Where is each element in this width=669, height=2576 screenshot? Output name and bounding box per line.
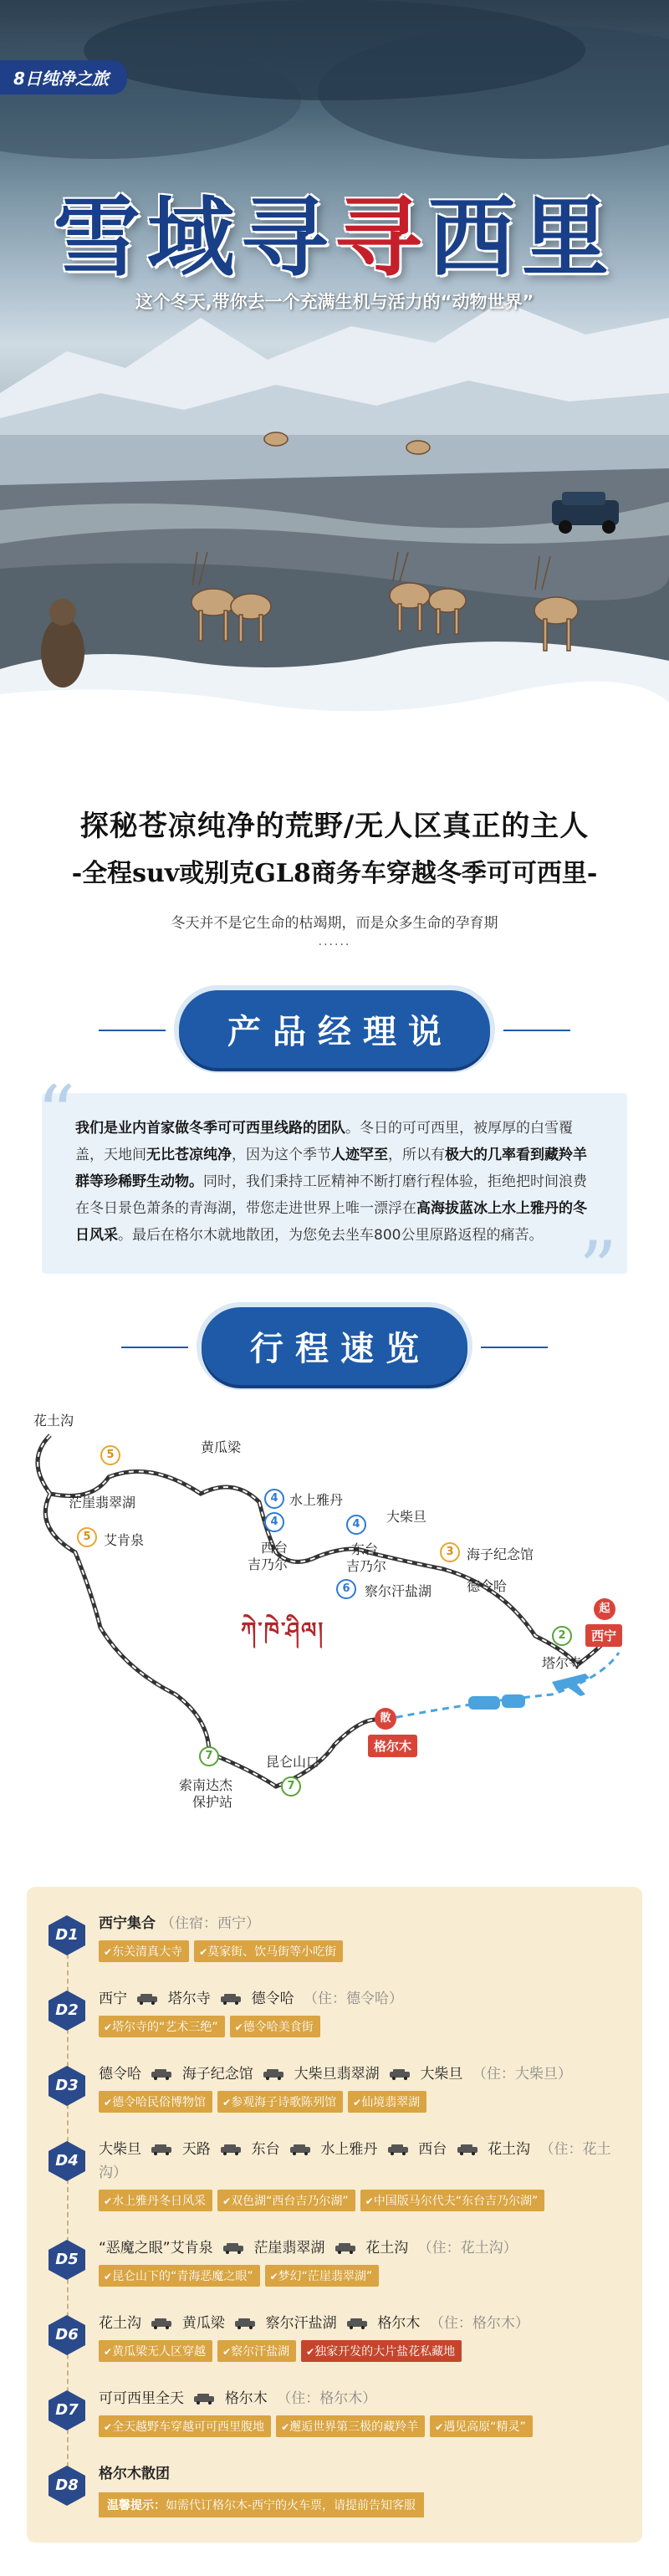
- route-map: [0, 1402, 669, 1870]
- highlight-tag: ✔ 莫家街、饮马街等小吃街: [194, 1940, 343, 1962]
- car-icon: [151, 2068, 172, 2080]
- car-icon: [220, 1993, 242, 2005]
- highlight-tag: ✔ 邂逅世界第三极的藏羚羊: [276, 2415, 425, 2437]
- car-icon: [151, 2318, 172, 2329]
- quote-text-2: ，因为这个季节: [232, 1147, 331, 1163]
- route-stop: 察尔汗盐湖: [265, 2315, 337, 2332]
- hero-title-part-3: 西里: [428, 186, 616, 289]
- map-label-dongtai: 东台: [351, 1541, 379, 1557]
- car-icon: [263, 2068, 284, 2080]
- map-label-xining: 西宁: [585, 1624, 622, 1647]
- route-stop: 格尔木: [377, 2315, 421, 2332]
- day-stay: （住：大柴旦）: [472, 2066, 572, 2083]
- manager-quote-box: [37, 1070, 627, 1313]
- map-label-geermu: 格尔木: [368, 1735, 417, 1757]
- map-marker-7a: 7: [199, 1746, 219, 1766]
- route-stop: 格尔木: [224, 2390, 268, 2407]
- route-stop: 花土沟: [365, 2240, 409, 2257]
- highlight-tag: ✔ 遇见高原“精灵”: [430, 2415, 533, 2437]
- car-icon: [222, 2242, 244, 2254]
- route-stop: 大柴旦: [420, 2066, 463, 2083]
- day-stay: （住：格尔木）: [429, 2315, 529, 2332]
- intro-ellipsis: ......: [318, 935, 351, 948]
- hero-title-part-2: 寻: [334, 186, 428, 289]
- map-marker-5a: 5: [100, 1445, 120, 1465]
- map-label-mangya: 茫崖翡翠湖: [69, 1495, 136, 1510]
- map-marker-2: 2: [552, 1626, 572, 1646]
- day-badge: D2: [45, 1989, 89, 2032]
- itinerary-card: [27, 1887, 642, 2543]
- route-stop: 花土沟: [488, 2141, 531, 2158]
- car-icon: [151, 2144, 172, 2155]
- map-marker-6: 6: [336, 1579, 356, 1599]
- itinerary-day: [45, 2062, 617, 2113]
- car-icon: [346, 2318, 368, 2329]
- route-stop: 大柴旦翡翠湖: [294, 2066, 380, 2083]
- itinerary-day: [45, 2387, 617, 2437]
- intro-section: [0, 765, 669, 965]
- car-icon: [220, 2144, 242, 2155]
- day-stay: （住：花土沟）: [99, 2141, 611, 2181]
- highlight-tag: ✔ 昆仑山下的“青海恶魔之眼”: [99, 2265, 260, 2287]
- warm-tip-text: 如需代订格尔木-西宁的火车票，请提前告知客服: [166, 2499, 416, 2512]
- quote-text-3: ，所以有: [388, 1147, 445, 1163]
- map-label-kunlun: 昆仑山口: [266, 1754, 320, 1770]
- route-stop: 可可西里全天: [99, 2390, 184, 2407]
- day-badge: D3: [45, 2064, 89, 2108]
- route-stop: 大柴旦: [99, 2141, 141, 2158]
- highlight-tag: ✔ 东关清真大寺: [99, 1940, 189, 1962]
- car-icon: [389, 2068, 411, 2080]
- map-label-suonan: 索南达杰: [179, 1777, 233, 1793]
- intro-description: 冬天并不是它生命的枯竭期，而是众多生命的孕育期: [171, 915, 498, 932]
- map-title-badge: 行程速览: [202, 1307, 467, 1385]
- trip-duration-tag: 8日纯净之旅: [0, 60, 127, 95]
- highlight-tag: ✔ 德令哈美食街: [230, 2016, 320, 2037]
- itinerary-day: [45, 1912, 617, 1962]
- day-stay: （住：德令哈）: [304, 1991, 404, 2007]
- hero-banner: [0, 0, 669, 765]
- exclusive-highlight-tag: ✔ 独家开发的大片盐花私藏地: [301, 2340, 462, 2362]
- hero-title: [0, 167, 669, 293]
- day-stay: （住：格尔木）: [277, 2390, 377, 2407]
- itinerary-day: [45, 2236, 617, 2287]
- day-badge: D7: [45, 2389, 89, 2432]
- route-stop: 水上雅丹: [320, 2141, 378, 2158]
- map-label-jinaier-west: 吉乃尔: [248, 1556, 289, 1572]
- map-end-marker: 散: [375, 1708, 396, 1730]
- car-icon: [193, 2393, 215, 2405]
- map-marker-5b: 5: [77, 1527, 97, 1547]
- car-icon: [289, 2144, 311, 2155]
- car-icon: [234, 2318, 256, 2329]
- route-stop: 西台: [418, 2141, 447, 2158]
- manager-quote-text: [75, 1115, 594, 1249]
- quote-bold-2: 无比苍凉纯净: [146, 1147, 232, 1163]
- route-stop: 天路: [181, 2141, 211, 2158]
- quote-text-1: 。冬日的可可西里，被厚厚的白雪覆盖，天地间: [75, 1120, 573, 1163]
- open-quote-icon: “: [37, 1070, 76, 1158]
- day-route: 西宁集合: [99, 1915, 156, 1932]
- itinerary-day: [45, 1987, 617, 2037]
- day-stay: （住宿：西宁）: [161, 1915, 260, 1932]
- map-label-xitai: 西台: [261, 1540, 289, 1556]
- intro-headline: 探秘苍凉纯净的荒野/无人区真正的主人: [79, 810, 590, 843]
- map-marker-4a: 4: [264, 1489, 284, 1509]
- warm-tip: [99, 2492, 424, 2517]
- highlight-tag: ✔ 德令哈民俗博物馆: [99, 2091, 212, 2113]
- intro-subheadline: -全程suv或别克GL8商务车穿越冬季可可西里-: [71, 859, 598, 888]
- map-marker-4c: 4: [346, 1515, 366, 1535]
- route-stop: 茫崖翡翠湖: [253, 2240, 325, 2257]
- highlight-tag: ✔ 察尔汗盐湖: [217, 2340, 296, 2362]
- hero-subtitle: 这个冬天,带你去一个充满生机与活力的“动物世界”: [135, 292, 534, 312]
- manager-section-heading: [0, 990, 669, 1068]
- day-stay: （住：花土沟）: [417, 2240, 518, 2257]
- map-label-haizi: 海子纪念馆: [467, 1546, 534, 1562]
- warm-tip-label: 温馨提示：: [107, 2499, 166, 2512]
- day-badge: D1: [45, 1914, 89, 1957]
- quote-text-6: 。最后在格尔木就地散团，为您免去坐车800公里原路返程的痛苦。: [118, 1227, 544, 1244]
- map-label-huatugou: 花土沟: [33, 1413, 74, 1429]
- map-marker-7b: 7: [281, 1776, 301, 1797]
- map-label-delingha: 德令哈: [467, 1578, 508, 1594]
- highlight-tag: ✔ 中国版马尔代夫“东台吉乃尔湖”: [360, 2190, 545, 2211]
- highlight-tag: ✔ 水上雅丹冬日风采: [99, 2190, 212, 2211]
- route-stop: 黄瓜梁: [181, 2315, 225, 2332]
- day-route: 格尔木散团: [99, 2466, 170, 2482]
- map-label-dachaidan: 大柴旦: [386, 1509, 427, 1525]
- quote-bold-4: 极大的几率看到藏羚羊群等珍稀野生动物。: [75, 1147, 587, 1190]
- highlight-tag: ✔ 塔尔寺的“艺术三绝”: [99, 2016, 225, 2037]
- map-label-jinaier-east: 吉乃尔: [346, 1558, 387, 1574]
- car-icon: [387, 2144, 409, 2155]
- highlight-tag: ✔ 仙境翡翠湖: [348, 2091, 426, 2113]
- route-stop: “恶魔之眼”艾肯泉: [99, 2240, 213, 2257]
- map-label-shuishang: 水上雅丹: [289, 1492, 344, 1508]
- map-label-aitequan: 艾肯泉: [104, 1532, 145, 1548]
- map-label-huanggualiang: 黄瓜梁: [201, 1439, 242, 1455]
- day-badge: D4: [45, 2139, 89, 2183]
- map-label-protection-station: 保护站: [192, 1794, 233, 1810]
- itinerary-day: [45, 2462, 617, 2517]
- itinerary-day: [45, 2138, 617, 2211]
- map-start-marker: 起: [594, 1598, 615, 1620]
- quote-bold-1: 我们是业内首家做冬季可可西里线路的团队: [75, 1120, 345, 1137]
- quote-bold-3: 人迹罕至: [331, 1147, 388, 1163]
- highlight-tag: ✔ 黄瓜梁无人区穿越: [99, 2340, 212, 2362]
- route-stop: 花土沟: [99, 2315, 141, 2332]
- route-stop: 塔尔寺: [167, 1991, 211, 2007]
- map-label-taersi: 塔尔寺: [542, 1655, 583, 1671]
- map-marker-3: 3: [440, 1542, 460, 1562]
- car-icon: [457, 2144, 478, 2155]
- map-marker-4b: 4: [264, 1512, 284, 1532]
- hero-landscape-image: [0, 0, 669, 765]
- highlight-tag: ✔ 双色湖“西台吉乃尔湖”: [217, 2190, 355, 2211]
- map-section-heading: [0, 1307, 669, 1385]
- quote-text-5: 同时，我们秉持工匠精神不断打磨行程体验，拒绝把时间浪费在冬日景色萧条的青海湖，带您走进世界上唯一漂浮在: [75, 1173, 587, 1217]
- route-stop: 东台: [251, 2141, 280, 2158]
- day-badge: D8: [45, 2464, 89, 2507]
- quote-bold-6: 高海拔蓝冰上水上雅丹的冬日风采: [75, 1200, 587, 1244]
- route-stop: 西宁: [99, 1991, 127, 2007]
- highlight-tag: ✔ 参观海子诗歌陈列馆: [217, 2091, 343, 2113]
- car-icon: [136, 1993, 158, 2005]
- manager-title-badge: 产品经理说: [179, 990, 490, 1068]
- highlight-tag: ✔ 全天越野车穿越可可西里腹地: [99, 2415, 271, 2437]
- car-icon: [334, 2242, 356, 2254]
- hero-title-part-1: 雪域寻: [53, 186, 334, 289]
- map-label-chaerhan: 察尔汗盐湖: [365, 1583, 432, 1599]
- day-badge: D6: [45, 2313, 89, 2357]
- itinerary-day: [45, 2312, 617, 2362]
- close-quote-icon: ”: [578, 1225, 617, 1313]
- day-badge: D5: [45, 2238, 89, 2282]
- route-stop: 德令哈: [251, 1991, 294, 2007]
- route-stop: 海子纪念馆: [181, 2066, 253, 2083]
- tibetan-calligraphy: ཀེ་ཁེ་ཤིལ།: [241, 1618, 325, 1643]
- route-stop: 德令哈: [99, 2066, 141, 2083]
- highlight-tag: ✔ 梦幻“茫崖翡翠湖”: [265, 2265, 380, 2287]
